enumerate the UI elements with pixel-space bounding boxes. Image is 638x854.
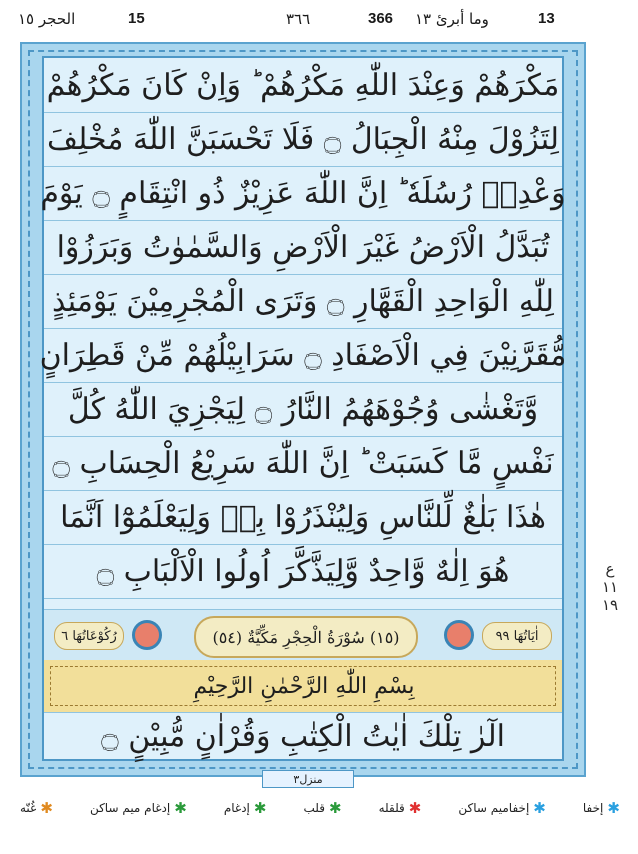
text-line [44,58,562,113]
header-juz-number: 13 [538,10,555,27]
line-text: هٰذَا بَلٰغٌ لِّلنَّاسِ وَلِيُنْذَرُوْا بِهٖ وَلِيَعْلَمُوْٓا اَنَّمَا [60,499,546,535]
text-line [44,274,562,329]
header-surah-name: الحجر ١٥ [18,10,76,28]
tajweed-legend [20,796,620,820]
ayat-count-label: اٰيَاتُهَا ٩٩ [495,628,539,644]
text-line [44,220,562,275]
line-text: مُّقَرَّنِيْنَ فِي الْاَصْفَادِ ۝ سَرَابِيْلُهُمْ مِّنْ قَطِرَانٍ [39,337,567,373]
legend-label: إدغام ميم ساكن [89,801,171,815]
asterisk-icon: ✱ [174,798,187,817]
text-line [44,490,562,545]
header-page-number: 366 [368,10,394,27]
surah-title: (١٥) سُوْرَةُ الْحِجْرِ مَكِّيَّةٌ (٥٤) [212,627,400,647]
text-line [44,436,562,491]
bismillah-text: بِسْمِ اللّٰهِ الرَّحْمٰنِ الرَّحِيْمِ [193,673,415,699]
legend-item [378,798,422,817]
line-text: هُوَ اِلٰهٌ وَّاحِدٌ وَّلِيَذَّكَّرَ اُولُوا الْاَلْبَابِ ۝ [96,553,510,589]
asterisk-icon: ✱ [533,798,546,817]
legend-item [458,798,546,817]
text-line [44,712,562,760]
header-surah-number: 15 [128,10,145,27]
asterisk-icon: ✱ [607,798,620,817]
line-text: الٓرٰ تِلْكَ اٰيٰتُ الْكِتٰبِ وَقُرْاٰنٍ مُّبِيْنٍ ۝ [101,718,505,754]
ruku-count-cartouche [54,622,124,650]
header-juz-name: وما أبرئ ١٣ [415,10,489,28]
manzil-label [262,770,354,788]
asterisk-icon: ✱ [328,798,342,817]
line-text: وَّتَغْشٰى وُجُوْهَهُمُ النَّارُ ۝ لِيَجْزِيَ اللّٰهُ كُلَّ [67,391,539,427]
legend-item [20,798,53,817]
legend-label: قلب [303,801,325,815]
legend-label: قلقله [378,801,405,815]
asterisk-icon: ✱ [408,798,422,817]
legend-item [303,798,342,817]
ruku-verse-number: ١٩ [601,596,619,614]
legend-label: إخفاميم ساكن [458,801,530,815]
text-line [44,544,562,599]
text-line [44,382,562,437]
asterisk-icon: ✱ [40,798,53,817]
legend-item [582,798,620,817]
ruku-count-label: رُكُوْعَاتُهَا ٦ [61,628,117,644]
legend-item [89,798,187,817]
rosette-ornament-icon [444,620,474,650]
text-line [40,166,566,221]
bismillah [194,670,414,702]
ruku-number: ١١ [601,578,619,596]
surah-name-cartouche [194,616,418,658]
rosette-ornament-icon [132,620,162,650]
line-text: لِتَزُوْلَ مِنْهُ الْجِبَالُ ۝ فَلَا تَحْسَبَنَّ اللّٰهَ مُخْلِفَ [47,121,559,157]
legend-item [223,798,267,817]
manzil-text: منزل٣ [293,772,323,786]
line-text: لِلّٰهِ الْوَاحِدِ الْقَهَّارِ ۝ وَتَرَى الْمُجْرِمِيْنَ يَوْمَئِذٍ [52,283,554,319]
legend-label: إخفا [582,801,604,815]
line-text: وَعْدِهٖ رُسُلَهٗ ؕ اِنَّ اللّٰهَ عَزِيْزٌ ذُو انْتِقَامٍ ۝ يَوْمَ [40,175,566,211]
line-text: مَكْرَهُمْ وَعِنْدَ اللّٰهِ مَكْرُهُمْ ؕ وَاِنْ كَانَ مَكْرُهُمْ [46,67,560,103]
surah-title-banner [44,609,562,661]
legend-label: غُنّه [20,801,37,815]
ruku-marker [590,560,630,620]
header-page-arabic: ٣٦٦ [286,10,311,28]
asterisk-icon: ✱ [253,798,267,817]
quran-text-panel [39,56,567,761]
ayat-count-cartouche [482,622,552,650]
page-header [0,0,638,40]
line-text: تُبَدَّلُ الْاَرْضُ غَيْرَ الْاَرْضِ وَالسَّمٰوٰتُ وَبَرَزُوْا [56,229,550,265]
ruku-glyph: ع [605,560,615,578]
line-text: نَفْسٍ مَّا كَسَبَتْ ؕ اِنَّ اللّٰهَ سَرِيْعُ الْحِسَابِ ۝ [52,445,554,481]
text-line [44,112,562,167]
legend-label: إدغام [223,801,250,815]
bismillah-ornament-panel [44,660,562,713]
text-line [39,328,567,383]
